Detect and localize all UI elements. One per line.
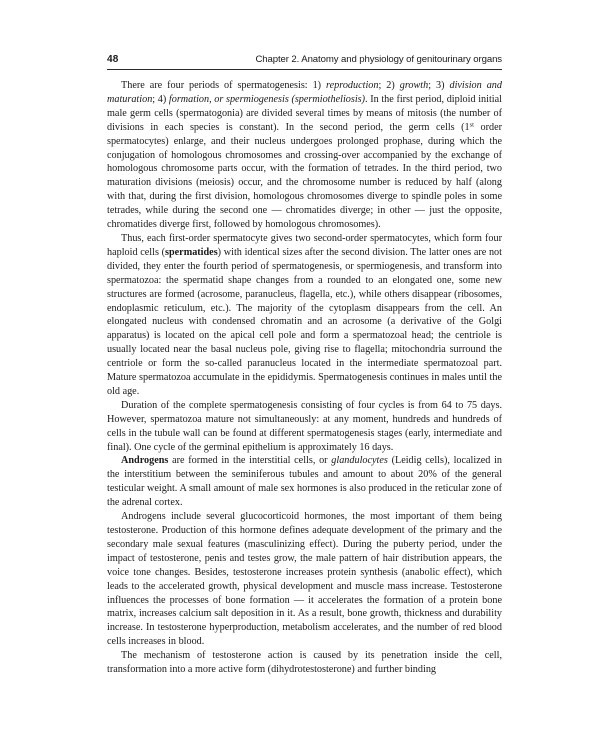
term-growth: growth: [399, 80, 429, 91]
term-androgens: Androgens: [121, 455, 169, 467]
text-span: ) with identical sizes after the second division. The latter ones are not divided, they enter the fourth period of spermatogenesis, or spermiogenesis, and transform into spermatozoa: the spermatid shape changes from a rounded to an elongated one, some new structures are formed (acrosome, paranucleus, flagella, etc.), while others disappear (ribosomes, endoplasmic reticulum, etc.). The majority of the cytoplasm disappears from the cell. An elongated nucleus with condensed chromatin and an acrosome (a derivative of the Golgi apparatus) is located on the apical cell pole and form a spermatozoal head; the centriole is usually located near the basal nucleus pole, giving rise to flagella; mitochondria surround the centriole or form the so-called paranucleus located in the intermediate spermatozoal part. Mature spermatozoa accumulate in the epididymis. Spermatogenesis continues in males until the old age.: [107, 246, 502, 397]
paragraph-spermatides: [107, 232, 502, 399]
text-span: ; 3): [428, 80, 450, 91]
text-span: ; 2): [378, 80, 400, 91]
paragraph-spermatogenesis-periods: [107, 79, 502, 232]
text-span: The mechanism of testosterone action is caused by its penetration inside the cell, transformation into a more active form (dihydrotestosterone) and further binding: [107, 650, 502, 676]
text-span: ; 4): [152, 93, 169, 105]
chapter-title: Chapter 2. Anatomy and physiology of genitourinary organs: [255, 54, 502, 65]
paragraph-mechanism: [107, 649, 502, 677]
term-spermiogenesis: formation, or spermiogenesis (spermiotheliosis): [168, 93, 366, 105]
header-rule: [107, 69, 502, 70]
text-span: Thus, each first-order spermatocyte gives two second-order spermatocytes, which form four haploid cells (: [107, 232, 502, 258]
ordinal-superscript: st: [469, 121, 474, 129]
text-span: are formed in the interstitial cells, or: [168, 455, 332, 467]
term-reproduction: reproduction: [326, 80, 379, 91]
body-text: [107, 79, 502, 677]
term-division-maturation: division and maturation: [107, 80, 502, 105]
term-glandulocytes: glandulocytes: [331, 455, 388, 467]
page-number: 48: [107, 54, 119, 65]
text-span: There are four periods of spermatogenesis: 1): [121, 80, 327, 91]
text-span: order spermatocytes) enlarge, and their nucleus undergoes prolonged prophase, during which the conjugation of homologous chromosomes and crossing-over accompanied by the exchange of homologous chromosome parts occur, with the formation of tetrades. In the third period, two maturation divisions (meiosis) occur, and the chromosome number is reduced by half (along with that, during the first division, homologous chromosomes diverge to spindle poles in some tetrades, while during the second one — chromatides diverge; in other — just the opposite, chromatides diverge first, followed by homologous chromosomes).: [107, 121, 503, 231]
text-span: Duration of the complete spermatogenesis consisting of four cycles is from 64 to 75 days. However, spermatozoa mature not simultaneously: at any moment, hundreds and hundreds of cells in the tubule wall can be found at different spermatogenesis stages (early, intermediate and final). One cycle of the germinal epithelium is approximately 16 days.: [107, 399, 502, 453]
paragraph-duration: [107, 399, 502, 455]
term-spermatides: spermatides: [165, 246, 218, 258]
text-span: . In the first period, diploid initial male germ cells (spermatogonia) are divided several times by means of mitosis (the number of divisions in each species is constant). In the second period, the germ cells (1: [107, 93, 502, 133]
text-span: Androgens include several glucocorticoid hormones, the most important of them being testosterone. Production of this hormone defines adequate development of the primary and the secondary male sexual features (masculinizing effect). During the puberty period, under the impact of testosterone, penis and testes grow, the male pattern of hair distribution appears, the voice tone changes. Besides, testosterone increases protein synthesis (anabolic effect), which leads to the accelerated growth, physical development and muscle mass increase. Testosterone influences the processes of bone formation — it accelerates the formation of a protein bone matrix, increases calcium salt deposition in it. As a result, bone growth, thickness and durability increase. In testosterone hyperproduction, metabolism accelerates, and the number of red blood cells increases in blood.: [107, 511, 502, 648]
paragraph-testosterone: [107, 510, 502, 649]
running-head: [107, 53, 502, 67]
paragraph-androgens: [107, 454, 502, 510]
text-span: (Leidig cells), localized in the interstitium between the seminiferous tubules and amount to about 20% of the general testicular weight. A small amount of male sex hormones is also produced in the reticular zone of the adrenal cortex.: [107, 455, 502, 509]
